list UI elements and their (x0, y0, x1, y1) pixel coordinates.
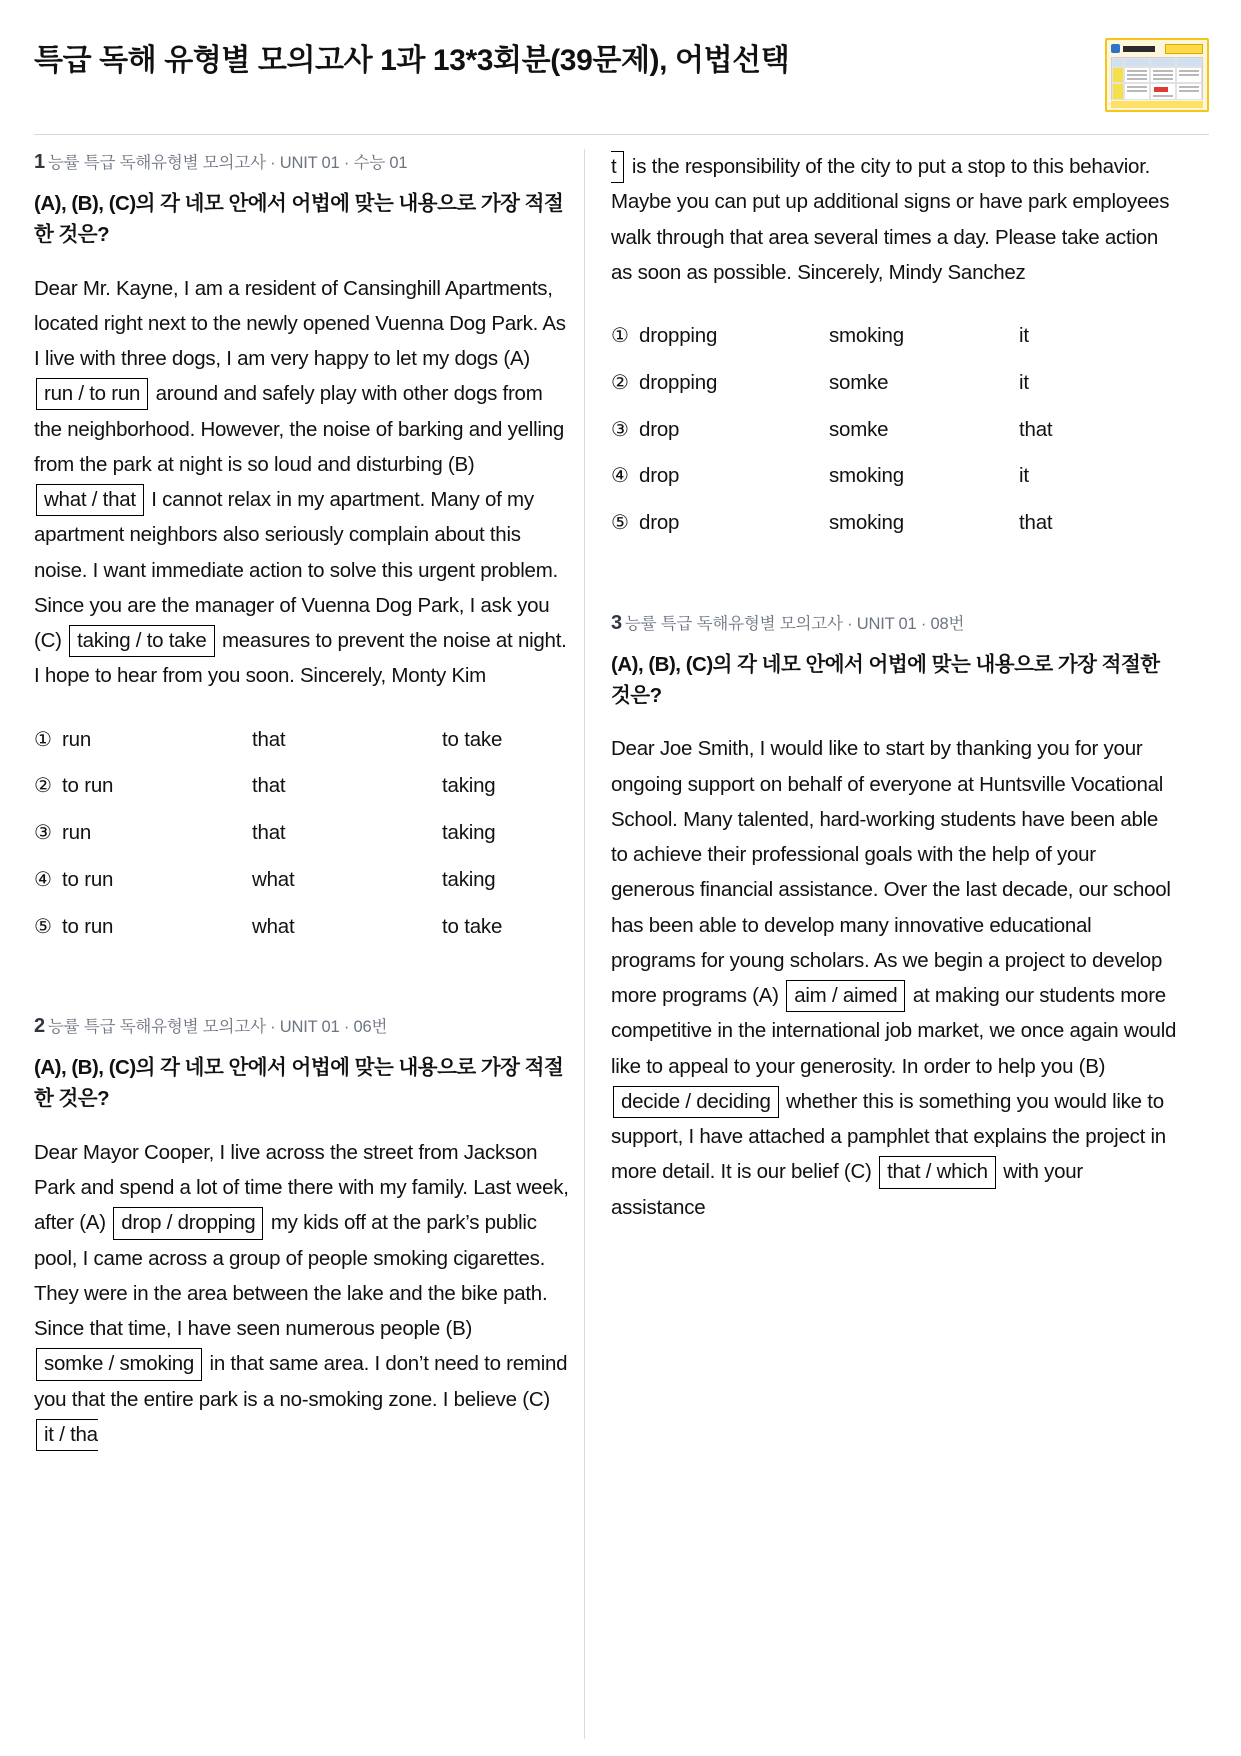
choice-option[interactable] (34, 864, 574, 897)
choice-box-a: drop / dropping (113, 1207, 263, 1239)
passage-segment: with your assistance (611, 1160, 1084, 1219)
question-3-passage (611, 731, 1178, 1225)
choice-value-b: what (252, 914, 295, 938)
question-3-number: 3 (611, 611, 622, 634)
choice-marker: ③ (34, 822, 52, 845)
choice-option[interactable] (611, 367, 1178, 400)
thumbnail-grid-cell (1112, 83, 1124, 100)
choice-value-b: smoking (829, 464, 904, 488)
choice-value-b: that (252, 821, 286, 845)
question-block-3 (611, 610, 1178, 1225)
choice-option[interactable] (34, 724, 574, 757)
passage-segment: Dear Mr. Kayne, I am a resident of Cansinghill Apartments, located right next to the newly opened Vuenna Dog Park. As I live with three dogs, I am very happy to let my dogs (A) (34, 276, 566, 370)
question-3-source: 능률 특급 독해유형별 모의고사 · UNIT 01 · 08번 (624, 614, 965, 633)
thumbnail-logo-text (1123, 46, 1155, 52)
thumbnail-grid-cell (1112, 67, 1124, 83)
choice-marker: ② (34, 775, 52, 798)
question-3-prompt: (A), (B), (C)의 각 네모 안에서 어법에 맞는 내용으로 가장 적절한 것은? (611, 652, 1160, 707)
choice-value-c: taking (442, 821, 496, 845)
choice-marker: ⑤ (611, 512, 629, 535)
choice-value-c: taking (442, 867, 496, 891)
question-block-1 (34, 149, 574, 943)
choice-value-c: it (1019, 324, 1029, 347)
question-2-number: 2 (34, 1015, 45, 1038)
question-3-meta (611, 610, 1178, 636)
left-column (28, 149, 584, 1739)
choice-value-a: to run (62, 914, 114, 938)
question-1-source: 능률 특급 독해유형별 모의고사 · UNIT 01 · 수능 01 (47, 154, 408, 172)
choice-value-a: to run (62, 774, 114, 798)
choice-option[interactable] (611, 320, 1178, 353)
question-2-meta (34, 1013, 574, 1039)
choice-value-c: that (1019, 511, 1053, 535)
question-spacer (34, 957, 574, 1013)
choice-option[interactable] (34, 817, 574, 850)
choice-box-b: somke / smoking (36, 1348, 202, 1380)
choice-marker: ⑤ (34, 915, 52, 938)
question-1-meta (34, 149, 574, 175)
passage-segment: I cannot relax in my apartment. Many of my apartment neighbors also seriously complain about this noise. I want immediate action to solve this urgent problem. Since you are the manager of Vuenna Dog Park, I ask you (C) (34, 488, 558, 652)
choice-value-c: that (1019, 417, 1053, 441)
thumbnail-grid (1111, 57, 1203, 100)
choice-value-b: somke (829, 417, 889, 441)
choice-value-c: to take (442, 914, 503, 938)
choice-value-c: to take (442, 727, 503, 751)
question-2-prompt: (A), (B), (C)의 각 네모 안에서 어법에 맞는 내용으로 가장 적절한 것은? (34, 1056, 564, 1111)
choice-marker: ① (611, 325, 629, 347)
thumbnail-logo-icon (1111, 44, 1120, 53)
thumbnail-grid-cell (1124, 67, 1150, 83)
thumbnail-grid-cell (1124, 58, 1150, 67)
choice-option[interactable] (34, 770, 574, 803)
choice-marker: ④ (34, 868, 52, 891)
thumbnail-tab (1165, 44, 1203, 54)
choice-box-c-continued: t (611, 151, 624, 183)
header-divider (34, 134, 1209, 135)
choice-value-b: what (252, 867, 295, 891)
choice-value-a: drop (639, 417, 680, 441)
page-title: 특급 독해 유형별 모의고사 1과 13*3회분(39문제), 어법선택 (34, 44, 790, 77)
thumbnail-grid-cell (1112, 58, 1124, 67)
choice-box-a: run / to run (36, 378, 148, 410)
thumbnail-grid-cell (1150, 58, 1176, 67)
choice-marker: ① (34, 728, 52, 751)
choice-box-c: taking / to take (69, 625, 214, 657)
choice-option[interactable] (611, 507, 1178, 540)
choice-marker: ② (611, 371, 629, 394)
choice-box-a: aim / aimed (786, 980, 905, 1012)
passage-segment: Dear Joe Smith, I would like to start by thanking you for your ongoing support on behalf of everyone at Huntsville Vocational School. Many talented, hard-working students have been able to achieve their professional goals with the help of your generous financial assistance. Over the last decade, our school has been able to develop many innovative educational programs for young scholars. As we begin a project to develop more programs (A) (611, 737, 1171, 1008)
choice-value-c: it (1019, 464, 1029, 488)
choice-value-a: drop (639, 464, 680, 488)
choice-value-b: somke (829, 370, 889, 394)
choice-option[interactable] (611, 414, 1178, 447)
right-column (584, 149, 1188, 1739)
passage-segment: at making our students more competitive in the international job market, we once again would like to appeal to your generosity. In order to help you (B) (611, 984, 1177, 1078)
document-header (28, 26, 1213, 118)
question-2-passage-part1 (34, 1135, 574, 1452)
question-1-passage (34, 271, 574, 694)
choice-value-b: smoking (829, 511, 904, 535)
passage-segment: whether this is something you would like to support, I have attached a pamphlet that explains the project in more detail. It is our belief (C) (611, 1089, 1166, 1184)
question-1-prompt: (A), (B), (C)의 각 네모 안에서 어법에 맞는 내용으로 가장 적절한 것은? (34, 192, 564, 246)
choice-value-b: smoking (829, 324, 904, 347)
question-2-source: 능률 특급 독해유형별 모의고사 · UNIT 01 · 06번 (47, 1018, 388, 1037)
choice-marker: ③ (611, 418, 629, 441)
question-2-passage-part2 (611, 149, 1178, 290)
choice-box-b: decide / deciding (613, 1086, 779, 1118)
passage-segment: measures to prevent the noise at night. I hope to hear from you soon. Sincerely, Monty Kim (34, 629, 567, 688)
choice-value-b: that (252, 727, 286, 751)
choice-value-a: run (62, 821, 92, 845)
passage-segment: in that same area. I don’t need to remind you that the entire park is a no-smoking zone. I believe (C) (34, 1352, 568, 1411)
choice-box-c-clipped: it / tha (36, 1419, 98, 1451)
two-column-body (28, 149, 1213, 1739)
choice-value-a: run (62, 727, 92, 751)
choice-box-c: that / which (879, 1156, 996, 1188)
choice-box-b: what / that (36, 484, 144, 516)
choice-marker: ④ (611, 465, 629, 488)
question-2-choices (611, 320, 1178, 540)
choice-value-a: to run (62, 867, 114, 891)
passage-segment: around and safely play with other dogs from the neighborhood. However, the noise of barking and yelling from the park at night is so loud and disturbing (B) (34, 382, 565, 476)
thumbnail-grid-cell (1150, 67, 1176, 83)
thumbnail-grid-cell (1176, 83, 1202, 100)
choice-value-a: dropping (639, 324, 718, 347)
choice-value-b: that (252, 774, 286, 798)
thumbnail-grid-cell (1124, 83, 1150, 100)
thumbnail-grid-cell (1176, 58, 1202, 67)
choice-option[interactable] (611, 460, 1178, 493)
passage-segment: is the responsibility of the city to put a stop to this behavior. Maybe you can put up additional signs or have park employees walk through that area several times a day. Please take action as soon as possible. Sincerely, Mindy Sanchez (611, 155, 1170, 284)
thumbnail-footer (1111, 101, 1203, 108)
passage-segment: my kids off at the park’s public pool, I came across a group of people smoking cigarettes. They were in the area between the lake and the bike path. Since that time, I have seen numerous people (B) (34, 1211, 548, 1341)
passage-segment: Dear Mayor Cooper, I live across the street from Jackson Park and spend a lot of time there with my family. Last week, after (A) (34, 1140, 569, 1235)
question-1-choices (34, 724, 574, 944)
choice-value-a: drop (639, 511, 680, 535)
worksheet-thumbnail-icon (1105, 38, 1209, 112)
choice-option[interactable] (34, 911, 574, 944)
question-spacer (611, 554, 1178, 610)
question-1-number: 1 (34, 151, 45, 173)
choice-value-c: taking (442, 774, 496, 798)
thumbnail-grid-cell (1150, 83, 1176, 100)
question-block-2 (34, 1013, 574, 1452)
thumbnail-grid-cell (1176, 67, 1202, 83)
choice-value-a: dropping (639, 370, 718, 394)
choice-value-c: it (1019, 370, 1029, 394)
